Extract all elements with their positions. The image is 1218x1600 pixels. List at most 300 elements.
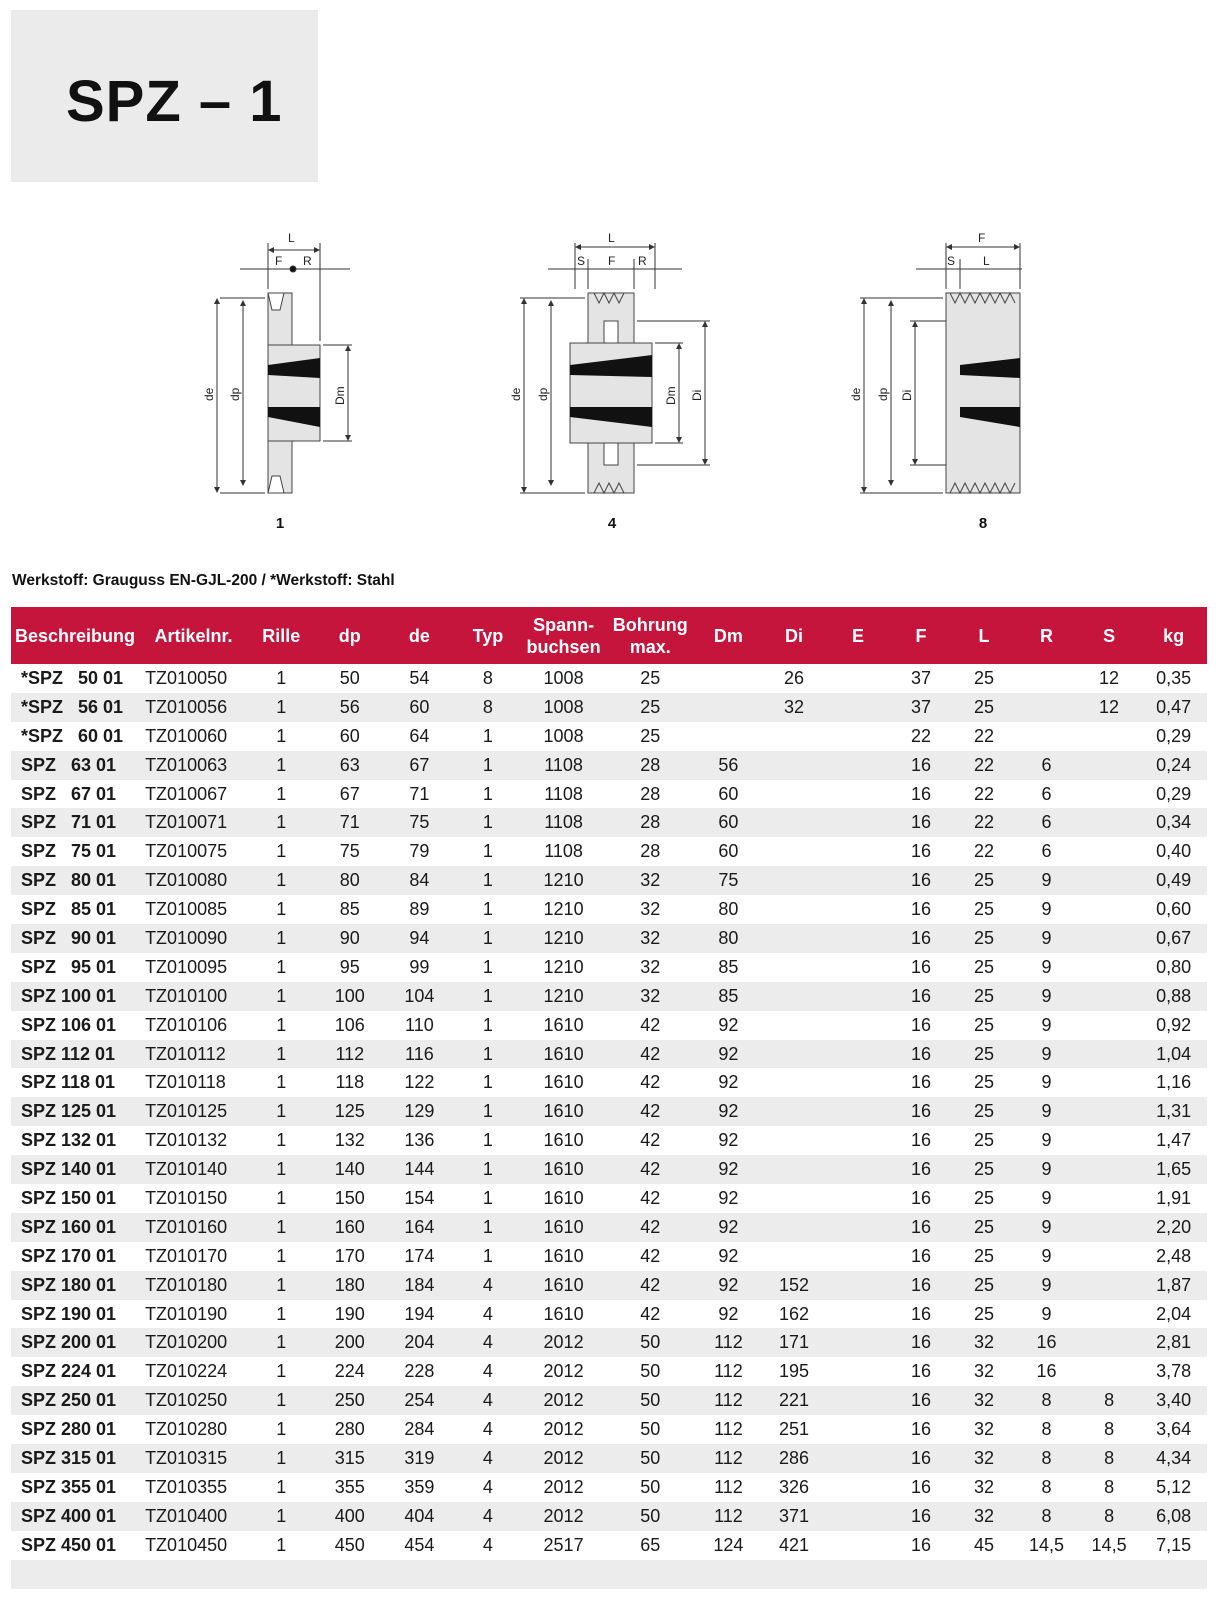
table-cell: 136: [404, 1130, 435, 1151]
table-cell: 9: [1041, 1072, 1052, 1093]
table-cell: TZ010280: [145, 1419, 228, 1440]
table-cell: 92: [718, 1187, 739, 1208]
table-cell: SPZ 315 01: [11, 1444, 139, 1473]
table-cell: [1078, 1242, 1141, 1271]
table-cell: 22: [911, 725, 932, 746]
table-cell: SPZ 170 01: [21, 1245, 117, 1266]
table-cell: 1,31: [1140, 1097, 1207, 1126]
table-row: [11, 751, 1207, 780]
table-cell: [1015, 664, 1078, 693]
column-header: Spann- buchsen: [522, 607, 605, 664]
table-cell: 25: [953, 693, 1016, 722]
table-cell: 85: [696, 982, 762, 1011]
column-header: Beschreibung: [11, 607, 139, 664]
table-cell: [827, 895, 890, 924]
table-cell: SPZ 71 01: [11, 808, 139, 837]
table-cell: 1: [248, 1444, 315, 1473]
table-cell: 1: [248, 1213, 315, 1242]
table-cell: [1078, 808, 1141, 837]
table-header: [11, 607, 1207, 664]
table-cell: 1210: [543, 956, 584, 977]
table-cell: 25: [953, 1271, 1016, 1300]
table-cell: 16: [889, 1386, 953, 1415]
table-cell: 16: [911, 1072, 932, 1093]
table-cell: TZ010067: [145, 783, 228, 804]
table-cell: 80: [696, 924, 762, 953]
table-cell: 116: [385, 1040, 454, 1069]
table-cell: SPZ 67 01: [21, 783, 117, 804]
table-cell: 1: [248, 866, 315, 895]
table-cell: TZ010090: [139, 924, 248, 953]
table-cell: [827, 982, 890, 1011]
table-cell: TZ010315: [139, 1444, 248, 1473]
table-cell: 355: [334, 1476, 365, 1497]
table-cell: 16: [911, 841, 932, 862]
table-cell: 104: [385, 982, 454, 1011]
table-cell: 9: [1015, 866, 1078, 895]
table-cell: 2517: [543, 1534, 584, 1555]
table-cell: 1,87: [1140, 1271, 1207, 1300]
table-cell: SPZ 140 01: [11, 1155, 139, 1184]
table-cell: 32: [605, 924, 696, 953]
table-cell: 180: [315, 1271, 386, 1300]
table-cell: 25: [605, 693, 696, 722]
table-cell: 32: [761, 693, 827, 722]
table-cell: 1: [248, 924, 315, 953]
table-cell: 99: [409, 956, 430, 977]
table-row: [11, 1531, 1207, 1560]
dim-label-l: L: [288, 231, 295, 245]
table-cell: 60: [718, 841, 739, 862]
table-cell: 16: [889, 1328, 953, 1357]
table-cell: 25: [974, 1014, 995, 1035]
table-cell: [1078, 1300, 1141, 1329]
table-cell: 164: [385, 1213, 454, 1242]
table-cell: [1078, 1328, 1141, 1357]
table-cell: 8: [1041, 1476, 1052, 1497]
column-header: E: [827, 607, 890, 664]
table-cell: 4,34: [1140, 1444, 1207, 1473]
table-cell: 112: [315, 1040, 386, 1069]
table-cell: [827, 1473, 890, 1502]
drawing-label-4: 4: [607, 515, 617, 532]
table-cell: [827, 1271, 890, 1300]
table-cell: 22: [953, 808, 1016, 837]
table-cell: 1: [276, 1303, 287, 1324]
table-cell: 50: [640, 1419, 661, 1440]
table-cell: 67: [339, 783, 360, 804]
table-cell: 25: [953, 1213, 1016, 1242]
table-cell: [827, 1155, 890, 1184]
table-cell: 71: [409, 783, 430, 804]
table-cell: 9: [1015, 924, 1078, 953]
table-cell: 16: [911, 956, 932, 977]
table-cell: 326: [778, 1476, 809, 1497]
table-cell: 1: [482, 1187, 493, 1208]
table-cell: 4: [454, 1271, 523, 1300]
table-cell: 1: [276, 1014, 287, 1035]
table-cell: 1: [276, 1419, 287, 1440]
table-cell: 75: [339, 841, 360, 862]
table-cell: 112: [714, 1361, 743, 1382]
table-cell: 1: [454, 1097, 523, 1126]
table-cell: SPZ 75 01: [21, 841, 117, 862]
dim-label-s: S: [577, 254, 586, 268]
table-cell: [761, 751, 827, 780]
table-cell: 4: [482, 1419, 493, 1440]
table-cell: [1078, 1097, 1141, 1126]
table-row: [11, 982, 1207, 1011]
table-cell: 1108: [522, 808, 605, 837]
table-cell: TZ010450: [145, 1534, 228, 1555]
table-cell: TZ010140: [139, 1155, 248, 1184]
column-header: de: [385, 607, 454, 664]
table-cell: [1078, 1184, 1141, 1213]
table-cell: 67: [385, 751, 454, 780]
table-cell: 194: [404, 1303, 435, 1324]
table-row: [11, 924, 1207, 953]
table-cell: 171: [761, 1328, 827, 1357]
table-cell: 16: [911, 783, 932, 804]
table-cell: 132: [334, 1130, 365, 1151]
table-cell: 16: [889, 1155, 953, 1184]
table-cell: 1: [482, 1072, 493, 1093]
table-cell: 154: [404, 1187, 435, 1208]
table-cell: 1: [482, 1130, 493, 1151]
table-cell: 8: [1104, 1419, 1115, 1440]
table-cell: 1610: [543, 1245, 584, 1266]
table-cell: [827, 953, 890, 982]
table-cell: 162: [778, 1303, 809, 1324]
table-cell: TZ010400: [139, 1502, 248, 1531]
table-cell: 16: [889, 1040, 953, 1069]
table-cell: 25: [974, 1072, 995, 1093]
table-cell: 1: [454, 924, 523, 953]
table-cell: 1108: [544, 841, 583, 862]
table-cell: TZ010056: [139, 693, 248, 722]
table-cell: 25: [974, 956, 995, 977]
table-cell: 37: [911, 667, 932, 688]
table-cell: 1610: [522, 1213, 605, 1242]
table-cell: 2,81: [1140, 1328, 1207, 1357]
table-cell: 25: [974, 1245, 995, 1266]
table-cell: 1610: [522, 1097, 605, 1126]
table-cell: 1: [276, 899, 287, 920]
table-cell: 92: [718, 1014, 739, 1035]
table-cell: 2012: [522, 1386, 605, 1415]
table-row: [11, 1213, 1207, 1242]
table-cell: 0,35: [1156, 667, 1192, 688]
column-header: Rille: [248, 607, 315, 664]
table-cell: 0,24: [1140, 751, 1207, 780]
table-cell: 60: [339, 725, 360, 746]
table-cell: 284: [404, 1419, 435, 1440]
table-cell: 1: [276, 1361, 287, 1382]
dim-label-di: Di: [690, 389, 704, 401]
table-cell: [1078, 837, 1141, 866]
table-cell: SPZ 190 01: [21, 1303, 117, 1324]
table-cell: 28: [605, 808, 696, 837]
table-cell: [827, 924, 890, 953]
table-cell: [827, 780, 890, 809]
table-cell: 315: [315, 1444, 386, 1473]
table-row: [11, 1473, 1207, 1502]
table-cell: 9: [1015, 982, 1078, 1011]
table-cell: 1210: [522, 982, 605, 1011]
table-cell: TZ010180: [139, 1271, 248, 1300]
column-header: dp: [315, 607, 386, 664]
table-cell: 0,49: [1140, 866, 1207, 895]
table-cell: 16: [889, 1271, 953, 1300]
dim-label-de: de: [509, 387, 523, 401]
table-cell: [1078, 982, 1141, 1011]
table-cell: 1008: [543, 725, 584, 746]
table-cell: *SPZ 50 01: [21, 667, 124, 688]
table-cell: 75: [385, 808, 454, 837]
table-cell: 16: [911, 1476, 932, 1497]
table-cell: 32: [974, 1419, 995, 1440]
table-cell: [1078, 1126, 1141, 1155]
table-cell: 1: [454, 982, 523, 1011]
table-cell: 1: [482, 956, 493, 977]
table-cell: 45: [974, 1534, 995, 1555]
table-cell: [696, 664, 762, 693]
table-cell: TZ010170: [145, 1245, 228, 1266]
table-cell: 50: [605, 1386, 696, 1415]
table-cell: [761, 1184, 827, 1213]
table-cell: 1: [248, 1155, 315, 1184]
table-cell: 1: [482, 1245, 493, 1266]
table-cell: [827, 1040, 890, 1069]
table-cell: 170: [334, 1245, 365, 1266]
dim-label-f: F: [608, 254, 616, 268]
table-row: [11, 1068, 1207, 1097]
table-cell: [761, 722, 827, 751]
table-cell: TZ010125: [139, 1097, 248, 1126]
table-cell: 4: [454, 1444, 523, 1473]
table-cell: 50: [640, 1476, 661, 1497]
table-cell: 28: [605, 751, 696, 780]
table-cell: 42: [640, 1303, 661, 1324]
table-cell: [761, 924, 827, 953]
table-cell: *SPZ 56 01: [11, 693, 139, 722]
table-cell: 16: [889, 808, 953, 837]
page-title: SPZ – 1: [66, 69, 283, 134]
table-cell: 254: [385, 1386, 454, 1415]
table-cell: 0,60: [1156, 899, 1192, 920]
table-cell: 1: [482, 783, 493, 804]
table-cell: 140: [315, 1155, 386, 1184]
table-cell: 150: [334, 1187, 365, 1208]
table-row: [11, 1126, 1207, 1155]
table-cell: 85: [339, 899, 360, 920]
table-cell: 400: [315, 1502, 386, 1531]
table-cell: 56: [696, 751, 762, 780]
table-cell: 1: [248, 1328, 315, 1357]
table-cell: 50: [640, 1361, 661, 1382]
table-cell: 319: [385, 1444, 454, 1473]
table-cell: [1078, 1271, 1141, 1300]
table-cell: 195: [778, 1361, 809, 1382]
table-cell: [827, 808, 890, 837]
table-cell: 100: [315, 982, 386, 1011]
table-row: [11, 1155, 1207, 1184]
dim-label-l: L: [608, 231, 615, 245]
table-cell: 4: [482, 1361, 493, 1382]
table-cell: 92: [718, 1303, 739, 1324]
table-cell: 454: [404, 1534, 435, 1555]
table-cell: 228: [404, 1361, 435, 1382]
column-header: Typ: [454, 607, 523, 664]
table-cell: [1078, 751, 1141, 780]
table-cell: [827, 1242, 890, 1271]
table-cell: 22: [953, 751, 1016, 780]
table-cell: [1078, 1040, 1141, 1069]
table-cell: 32: [640, 899, 661, 920]
table-cell: 1: [276, 956, 287, 977]
table-cell: 450: [334, 1534, 365, 1555]
table-cell: [1015, 722, 1078, 751]
table-cell: 1: [482, 899, 493, 920]
table-cell: 1610: [543, 1187, 584, 1208]
table-cell: 25: [953, 1155, 1016, 1184]
column-header: Di: [761, 607, 827, 664]
table-cell: 1: [276, 1534, 287, 1555]
table-cell: 92: [718, 1245, 739, 1266]
dim-label-dm: Dm: [333, 386, 347, 405]
table-cell: 63: [315, 751, 386, 780]
table-cell: 25: [953, 1097, 1016, 1126]
table-cell: SPZ 150 01: [21, 1187, 117, 1208]
table-cell: 79: [409, 841, 430, 862]
table-cell: 92: [718, 1072, 739, 1093]
table-cell: 112: [696, 1386, 762, 1415]
table-cell: 221: [761, 1386, 827, 1415]
table-cell: 7,15: [1156, 1534, 1192, 1555]
table-cell: 224: [334, 1361, 365, 1382]
table-cell: [1078, 1068, 1141, 1097]
table-cell: 2012: [543, 1419, 584, 1440]
table-cell: 8: [454, 693, 523, 722]
table-cell: 16: [911, 1419, 932, 1440]
table-cell: 60: [385, 693, 454, 722]
table-cell: [827, 751, 890, 780]
table-cell: 16: [911, 1014, 932, 1035]
table-cell: 16: [889, 924, 953, 953]
column-header: L: [953, 607, 1016, 664]
table-cell: 1: [482, 1014, 493, 1035]
table-cell: 16: [889, 1097, 953, 1126]
table-cell: TZ010085: [145, 899, 228, 920]
dim-label-r: R: [303, 254, 312, 268]
table-cell: [761, 1155, 827, 1184]
table-row: [11, 1300, 1207, 1329]
table-cell: 124: [713, 1534, 744, 1555]
table-cell: 12: [1099, 667, 1120, 688]
table-cell: [696, 693, 762, 722]
table-cell: SPZ 200 01: [11, 1328, 139, 1357]
table-row: [11, 1184, 1207, 1213]
table-cell: 1: [248, 1271, 315, 1300]
table-cell: SPZ 100 01: [11, 982, 139, 1011]
table-cell: 42: [640, 1130, 661, 1151]
table-cell: 1008: [543, 667, 584, 688]
table-cell: 112: [714, 1419, 743, 1440]
table-cell: 359: [404, 1476, 435, 1497]
dim-label-de: de: [202, 387, 216, 401]
table-cell: TZ010250: [139, 1386, 248, 1415]
table-cell: 1008: [522, 693, 605, 722]
table-cell: 1210: [543, 899, 584, 920]
table-cell: [827, 1011, 890, 1040]
table-cell: 92: [696, 1213, 762, 1242]
table-cell: SPZ 118 01: [21, 1072, 116, 1093]
table-cell: [761, 808, 827, 837]
table-cell: 3,78: [1156, 1361, 1192, 1382]
table-cell: SPZ 85 01: [21, 899, 117, 920]
table-cell: 16: [889, 751, 953, 780]
table-cell: 16: [911, 899, 932, 920]
table-cell: TZ010150: [145, 1187, 228, 1208]
drawing-type-8: [860, 243, 1022, 493]
table-cell: 5,12: [1156, 1476, 1192, 1497]
table-cell: [827, 1531, 890, 1560]
table-cell: 9: [1041, 1303, 1052, 1324]
table-cell: 16: [911, 1361, 932, 1382]
table-cell: 25: [974, 1130, 995, 1151]
table-row: [11, 722, 1207, 751]
table-cell: [827, 1328, 890, 1357]
table-cell: [761, 1242, 827, 1271]
table-cell: 9: [1041, 899, 1052, 920]
table-cell: [1078, 895, 1141, 924]
table-cell: 2012: [522, 1444, 605, 1473]
table-cell: 42: [640, 1245, 661, 1266]
table-cell: 3,40: [1140, 1386, 1207, 1415]
table-cell: 1,04: [1140, 1040, 1207, 1069]
table-cell: 25: [974, 899, 995, 920]
table-cell: 16: [889, 1444, 953, 1473]
table-cell: 22: [974, 725, 995, 746]
table-cell: 204: [385, 1328, 454, 1357]
table-cell: 1: [454, 1155, 523, 1184]
table-cell: 8: [1015, 1386, 1078, 1415]
table-cell: 0,92: [1156, 1014, 1192, 1035]
dim-label-dp: dp: [228, 387, 242, 401]
table-row: [11, 895, 1207, 924]
pulley-drawings: [0, 225, 1218, 545]
table-cell: 22: [974, 841, 995, 862]
table-cell: [1078, 1213, 1141, 1242]
table-cell: [761, 837, 827, 866]
table-cell: 2012: [543, 1361, 584, 1382]
table-cell: 1: [248, 982, 315, 1011]
table-cell: 16: [911, 1245, 932, 1266]
table-cell: 9: [1041, 1014, 1052, 1035]
table-cell: 32: [974, 1361, 995, 1382]
table-row: [11, 1040, 1207, 1069]
table-cell: 8: [1015, 1502, 1078, 1531]
table-cell: 1: [248, 1386, 315, 1415]
table-cell: 1210: [522, 866, 605, 895]
table-cell: SPZ 132 01: [21, 1130, 117, 1151]
table-cell: 2012: [522, 1502, 605, 1531]
table-cell: 4: [482, 1476, 493, 1497]
table-cell: TZ010071: [139, 808, 248, 837]
table-cell: 1: [454, 808, 523, 837]
table-cell: *SPZ 60 01: [21, 725, 124, 746]
table-cell: 42: [640, 1187, 661, 1208]
